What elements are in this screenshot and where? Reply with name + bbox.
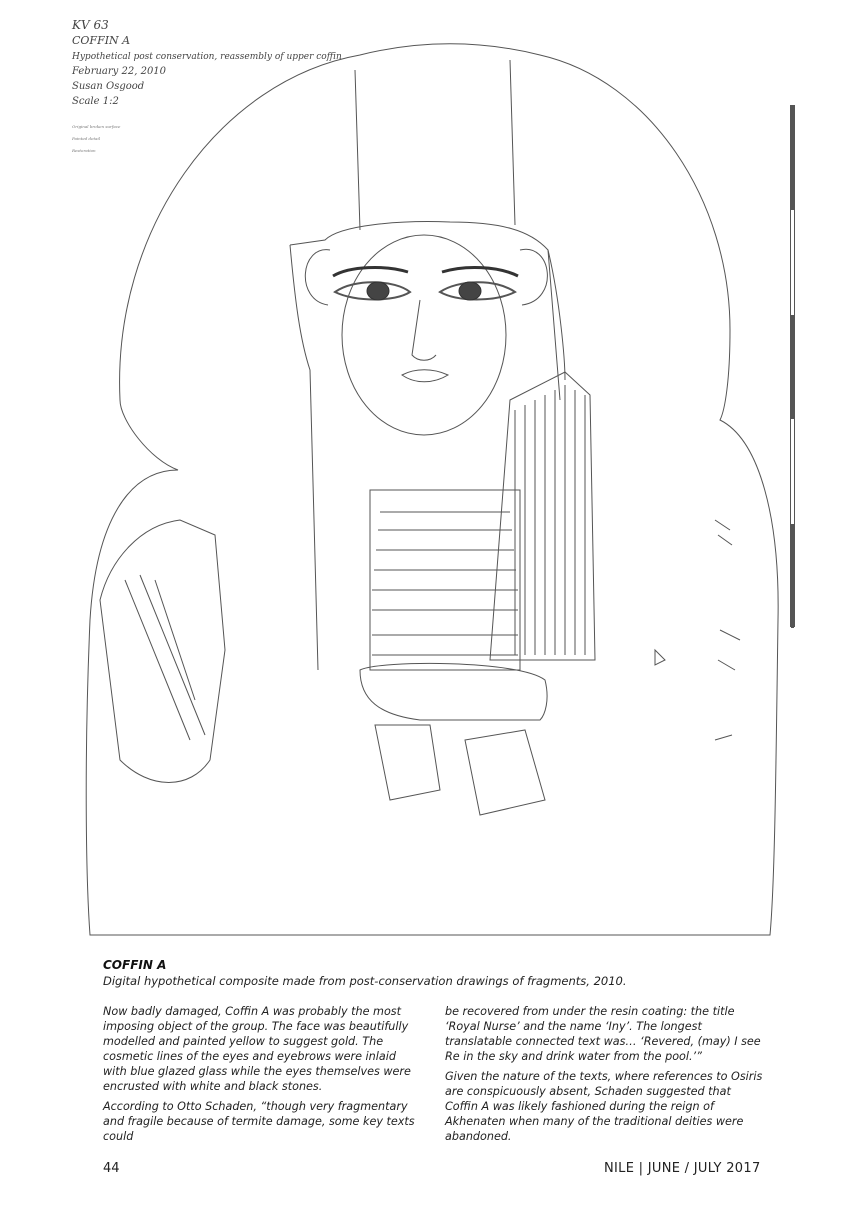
caption-title: COFFIN A bbox=[103, 958, 167, 972]
body-paragraph: Given the nature of the texts, where references to Osiris are conspicuously absent, Schaden suggested that Coffin A was likely fashioned during the reign of Akhenaten when many of the traditional deities were abandoned. bbox=[445, 1070, 763, 1143]
body-paragraph: According to Otto Schaden, “though very fragmentary and fragile because of termite damage, some key texts could bbox=[103, 1100, 415, 1143]
page-number: 44 bbox=[103, 1161, 120, 1176]
drawing-object-label: COFFIN A bbox=[72, 34, 131, 47]
body-column-left bbox=[103, 1004, 421, 1149]
caption-subtitle: Digital hypothetical composite made from post-conservation drawings of fragments, 2010. bbox=[103, 974, 627, 988]
body-paragraph: Now badly damaged, Coffin A was probably the most imposing object of the group. The face was beautifully modelled and painted yellow to suggest gold. The cosmetic lines of the eyes and eyebrows were inlaid with blue glazed glass while the eyes themselves were encrusted with white and black stones. bbox=[103, 1005, 411, 1093]
legend-item: Original broken surface bbox=[72, 124, 121, 129]
coffin-face bbox=[342, 235, 506, 435]
drawing-artist: Susan Osgood bbox=[72, 81, 145, 92]
body-paragraph: be recovered from under the resin coating: the title ‘Royal Nurse’ and the name ‘Iny’. The longest translatable connected text was… ‘Revered, (may) I see Re in the sky and drink water from the pool.’” bbox=[445, 1005, 761, 1063]
body-column-right bbox=[445, 1004, 765, 1149]
drawing-tomb-label: KV 63 bbox=[72, 18, 109, 32]
legend-item: Restoration bbox=[72, 148, 96, 153]
drawing-scale: Scale 1:2 bbox=[72, 96, 119, 107]
legend-item: Painted detail bbox=[72, 136, 101, 141]
coffin-outline bbox=[86, 44, 778, 935]
drawing-date: February 22, 2010 bbox=[72, 66, 167, 77]
scale-bar bbox=[790, 105, 795, 627]
drawing-description: Hypothetical post conservation, reassembly of upper coffin bbox=[72, 52, 342, 62]
folio: NILE | JUNE / JULY 2017 bbox=[604, 1161, 761, 1176]
